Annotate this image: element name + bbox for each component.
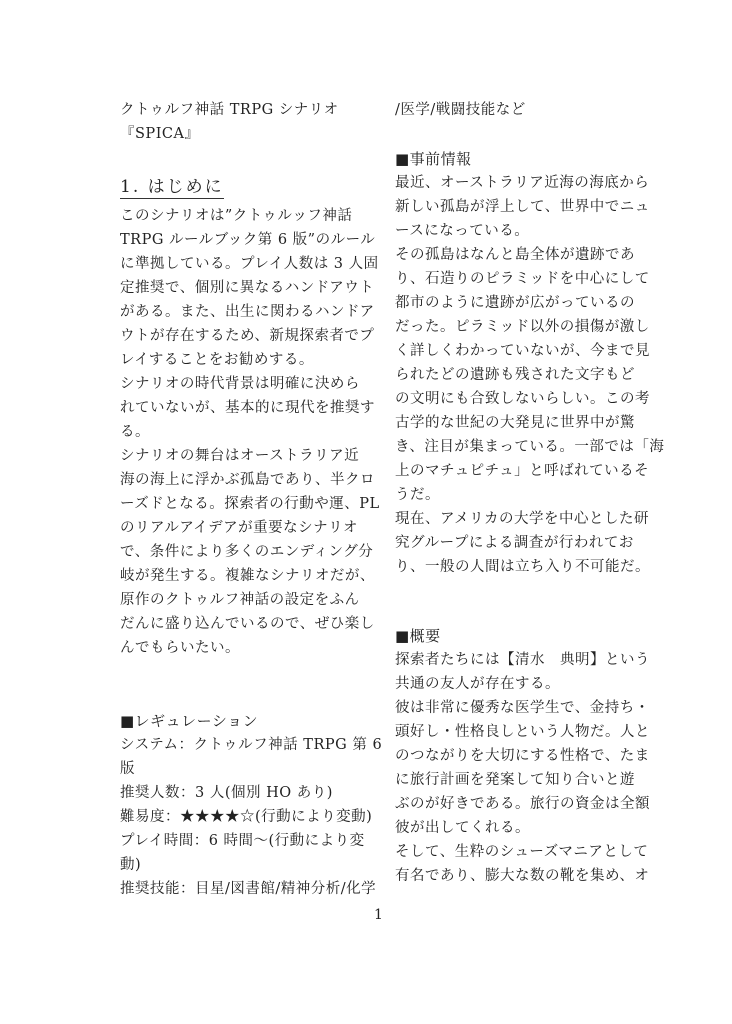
regulation-line: 推奨人数：3 人(個別 HO あり): [120, 785, 333, 801]
regulation-line: プレイ時間：6 時間〜(行動により変: [120, 833, 365, 849]
text-line: り、一般の人間は立ち入り不可能だ。: [395, 559, 650, 575]
text-line: 定推奨で、個別に異なるハンドアウト: [120, 280, 375, 296]
prior-info-paragraphs: [395, 171, 665, 579]
section-heading-overview: ■概要: [395, 627, 441, 645]
left-column: [120, 98, 382, 901]
text-line: る。: [120, 424, 150, 440]
regulation-line: 版: [120, 761, 135, 777]
regulation-line: システム：クトゥルフ神話 TRPG 第 6: [120, 737, 383, 753]
text-line: 共通の友人が存在する。: [395, 676, 560, 692]
text-line: 岐が発生する。複雑なシナリオだが、: [120, 568, 375, 584]
text-line: に旅行計画を発案して知り合いと遊: [395, 772, 635, 788]
text-line: 海の海上に浮かぶ孤島であり、半クロ: [120, 472, 375, 488]
text-line: ウトが存在するため、新規探索者でプ: [120, 328, 375, 344]
text-line: のつながりを大切にする性格で、たま: [395, 748, 650, 764]
text-line: 究グループによる調査が行われてお: [395, 535, 634, 551]
right-column: [395, 98, 665, 888]
section-heading-regulation: ■レギュレーション: [120, 712, 259, 730]
text-line: く詳しくわかっていないが、今まで見: [395, 343, 650, 359]
text-line: ースになっている。: [395, 223, 530, 239]
text-line: このシナリオは”クトゥルッフ神話: [120, 208, 353, 224]
text-line: き、注目が集まっている。一部では「海: [395, 439, 665, 455]
continuation-text: [395, 98, 657, 122]
text-line: だった。ピラミッド以外の損傷が激し: [395, 319, 650, 335]
text-line: そして、生粋のシューズマニアとして: [395, 844, 649, 860]
text-line: 有名であり、膨大な数の靴を集め、オ: [395, 868, 650, 884]
text-line: 最近、オーストラリア近海の海底から: [395, 175, 650, 191]
document-title: [120, 98, 382, 146]
text-line: 現在、アメリカの大学を中心とした研: [395, 511, 649, 527]
text-line: 古学的な世紀の大発見に世界中が驚: [395, 415, 635, 431]
text-line: 頭好し・性格良しという人物だ。人と: [395, 724, 650, 740]
text-line: れていないが、基本的に現代を推奨す: [120, 400, 375, 416]
text-line: がある。また、出生に関わるハンドア: [120, 304, 375, 320]
section-heading-prior-info: ■事前情報: [395, 150, 472, 168]
text-line: 上のマチュピチュ」と呼ばれているそ: [395, 463, 650, 479]
text-line: シナリオの時代背景は明確に決めら: [120, 376, 360, 392]
text-line: 都市のように遺跡が広がっているの: [395, 295, 635, 311]
text-line: 彼が出してくれる。: [395, 820, 530, 836]
regulation-line: 動): [120, 857, 142, 873]
text-line: レイすることをお勧めする。: [120, 352, 314, 368]
text-line: で、条件により多くのエンディング分: [120, 544, 374, 560]
text-line: シナリオの舞台はオーストラリア近: [120, 448, 360, 464]
introduction-paragraphs: [120, 204, 382, 660]
text-line: 原作のクトゥルフ神話の設定をふん: [120, 592, 360, 608]
text-line: うだ。: [395, 487, 440, 503]
text-line: /医学/戦闘技能など: [395, 102, 526, 118]
title-line: クトゥルフ神話 TRPG シナリオ: [120, 102, 339, 118]
regulation-line: 難易度：★★★★☆(行動により変動): [120, 809, 373, 825]
text-line: 新しい孤島が浮上して、世界中でニュ: [395, 199, 650, 215]
text-line: その孤島はなんと島全体が遺跡であ: [395, 247, 635, 263]
text-line: の文明にも合致しないらしい。この考: [395, 391, 650, 407]
regulation-line: 推奨技能：目星/図書館/精神分析/化学: [120, 881, 377, 897]
regulation-list: [120, 733, 382, 901]
text-line: だんに盛り込んでいるので、ぜひ楽し: [120, 616, 375, 632]
text-line: ーズドとなる。探索者の行動や運、PL: [120, 496, 380, 512]
section-heading-introduction: 1. はじめに: [120, 177, 224, 197]
text-line: ぶのが好きである。旅行の資金は全額: [395, 796, 650, 812]
text-line: んでもらいたい。: [120, 640, 240, 656]
text-line: り、石造りのピラミッドを中心にして: [395, 271, 650, 287]
text-line: に準拠している。プレイ人数は 3 人固: [120, 256, 379, 272]
title-line: 『SPICA』: [120, 126, 200, 142]
text-line: TRPG ルールブック第 6 版”のルール: [120, 232, 376, 248]
text-line: 彼は非常に優秀な医学生で、金持ち・: [395, 700, 650, 716]
text-line: 探索者たちには【清水 典明】という: [395, 652, 650, 668]
page-number: 1: [374, 907, 383, 923]
overview-paragraphs: [395, 648, 657, 888]
text-line: のリアルアイデアが重要なシナリオ: [120, 520, 358, 536]
text-line: られたどの遺跡も残された文字もど: [395, 367, 635, 383]
